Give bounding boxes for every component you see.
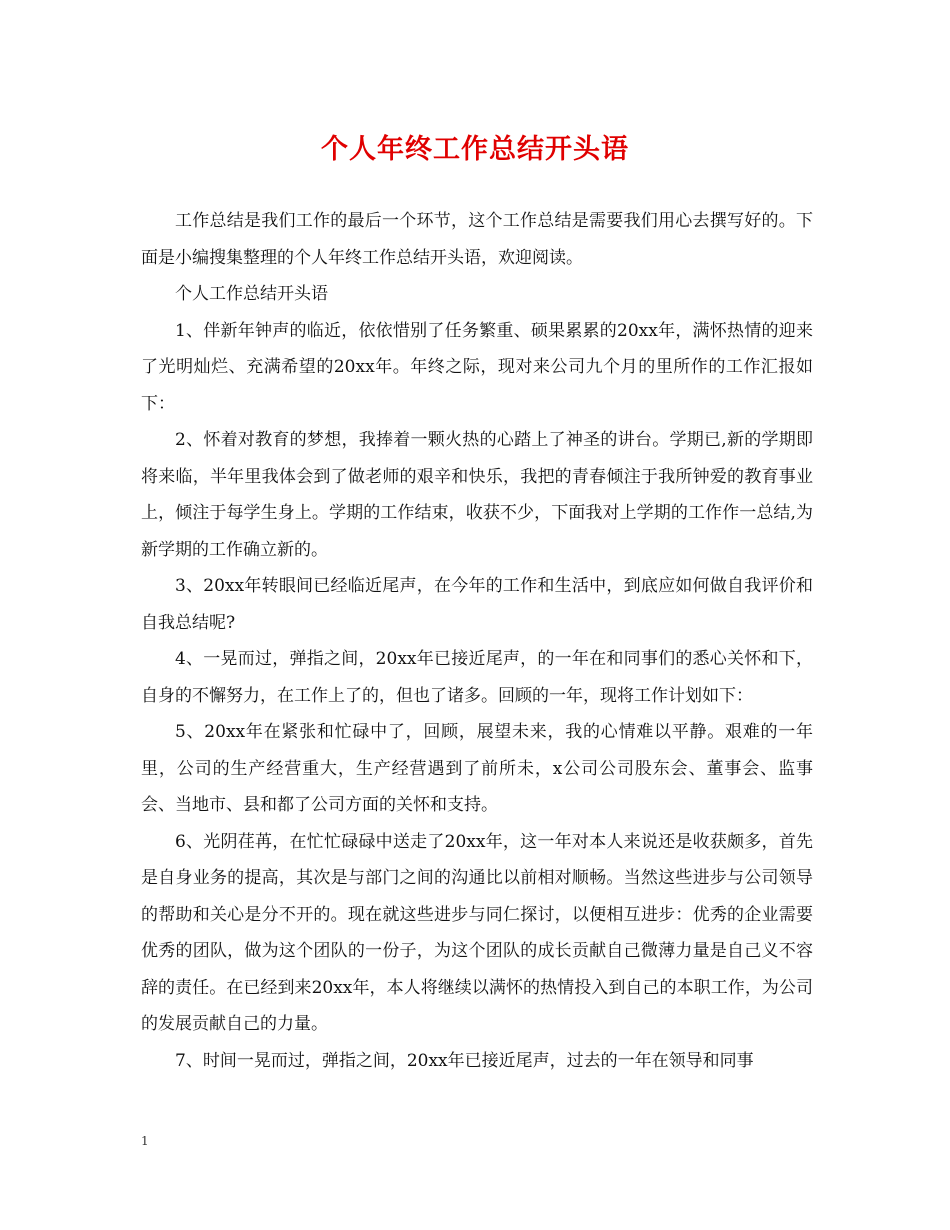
paragraph-4: 4、一晃而过，弹指之间，20xx年已接近尾声，的一年在和同事们的悉心关怀和下，自身的不懈努力，在工作上了的，但也了诸多。回顾的一年，现将工作计划如下： — [141, 649, 813, 706]
document-body — [141, 203, 813, 1079]
paragraph-2: 2、怀着对教育的梦想，我捧着一颗火热的心踏上了神圣的讲台。学期已,新的学期即将来临，半年里我体会到了做老师的艰辛和快乐，我把的青春倾注于我所钟爱的教育事业上，倾注于每学生身上。学期的工作结束，收获不少，下面我对上学期的工作作一总结,为新学期的工作确立新的。 — [141, 430, 813, 560]
paragraph-5: 5、20xx年在紧张和忙碌中了，回顾，展望未来，我的心情难以平静。艰难的一年里，公司的生产经营重大，生产经营遇到了前所未，x公司公司股东会、董事会、监事会、当地市、县和都了公司方面的关怀和支持。 — [141, 722, 813, 815]
paragraph-1: 1、伴新年钟声的临近，依依惜别了任务繁重、硕果累累的20xx年，满怀热情的迎来了光明灿烂、充满希望的20xx年。年终之际，现对来公司九个月的里所作的工作汇报如下： — [141, 320, 813, 414]
paragraph-7: 7、时间一晃而过，弹指之间，20xx年已接近尾声，过去的一年在领导和同事 — [175, 1050, 754, 1071]
intro-paragraph: 工作总结是我们工作的最后一个环节，这个工作总结是需要我们用心去撰写好的。下面是小编搜集整理的个人年终工作总结开头语，欢迎阅读。 — [141, 211, 813, 268]
section-heading: 个人工作总结开头语 — [175, 284, 328, 304]
page-number: 1 — [141, 1134, 149, 1148]
paragraph-6: 6、光阴荏苒，在忙忙碌碌中送走了20xx年，这一年对本人来说还是收获颇多，首先是自身业务的提高，其次是与部门之间的沟通比以前相对顺畅。当然这些进步与公司领导的帮助和关心是分不开的。现在就这些进步与同仁探讨，以便相互进步：优秀的企业需要优秀的团队，做为这个团队的一份子，为这个团队的成长贡献自己微薄力量是自己义不容辞的责任。在已经到来20xx年，本人将继续以满怀的热情投入到自己的本职工作，为公司的发展贡献自己的力量。 — [141, 831, 813, 1034]
document-title: 个人年终工作总结开头语 — [321, 134, 629, 165]
paragraph-3: 3、20xx年转眼间已经临近尾声，在今年的工作和生活中，到底应如何做自我评价和自我总结呢? — [141, 576, 813, 633]
